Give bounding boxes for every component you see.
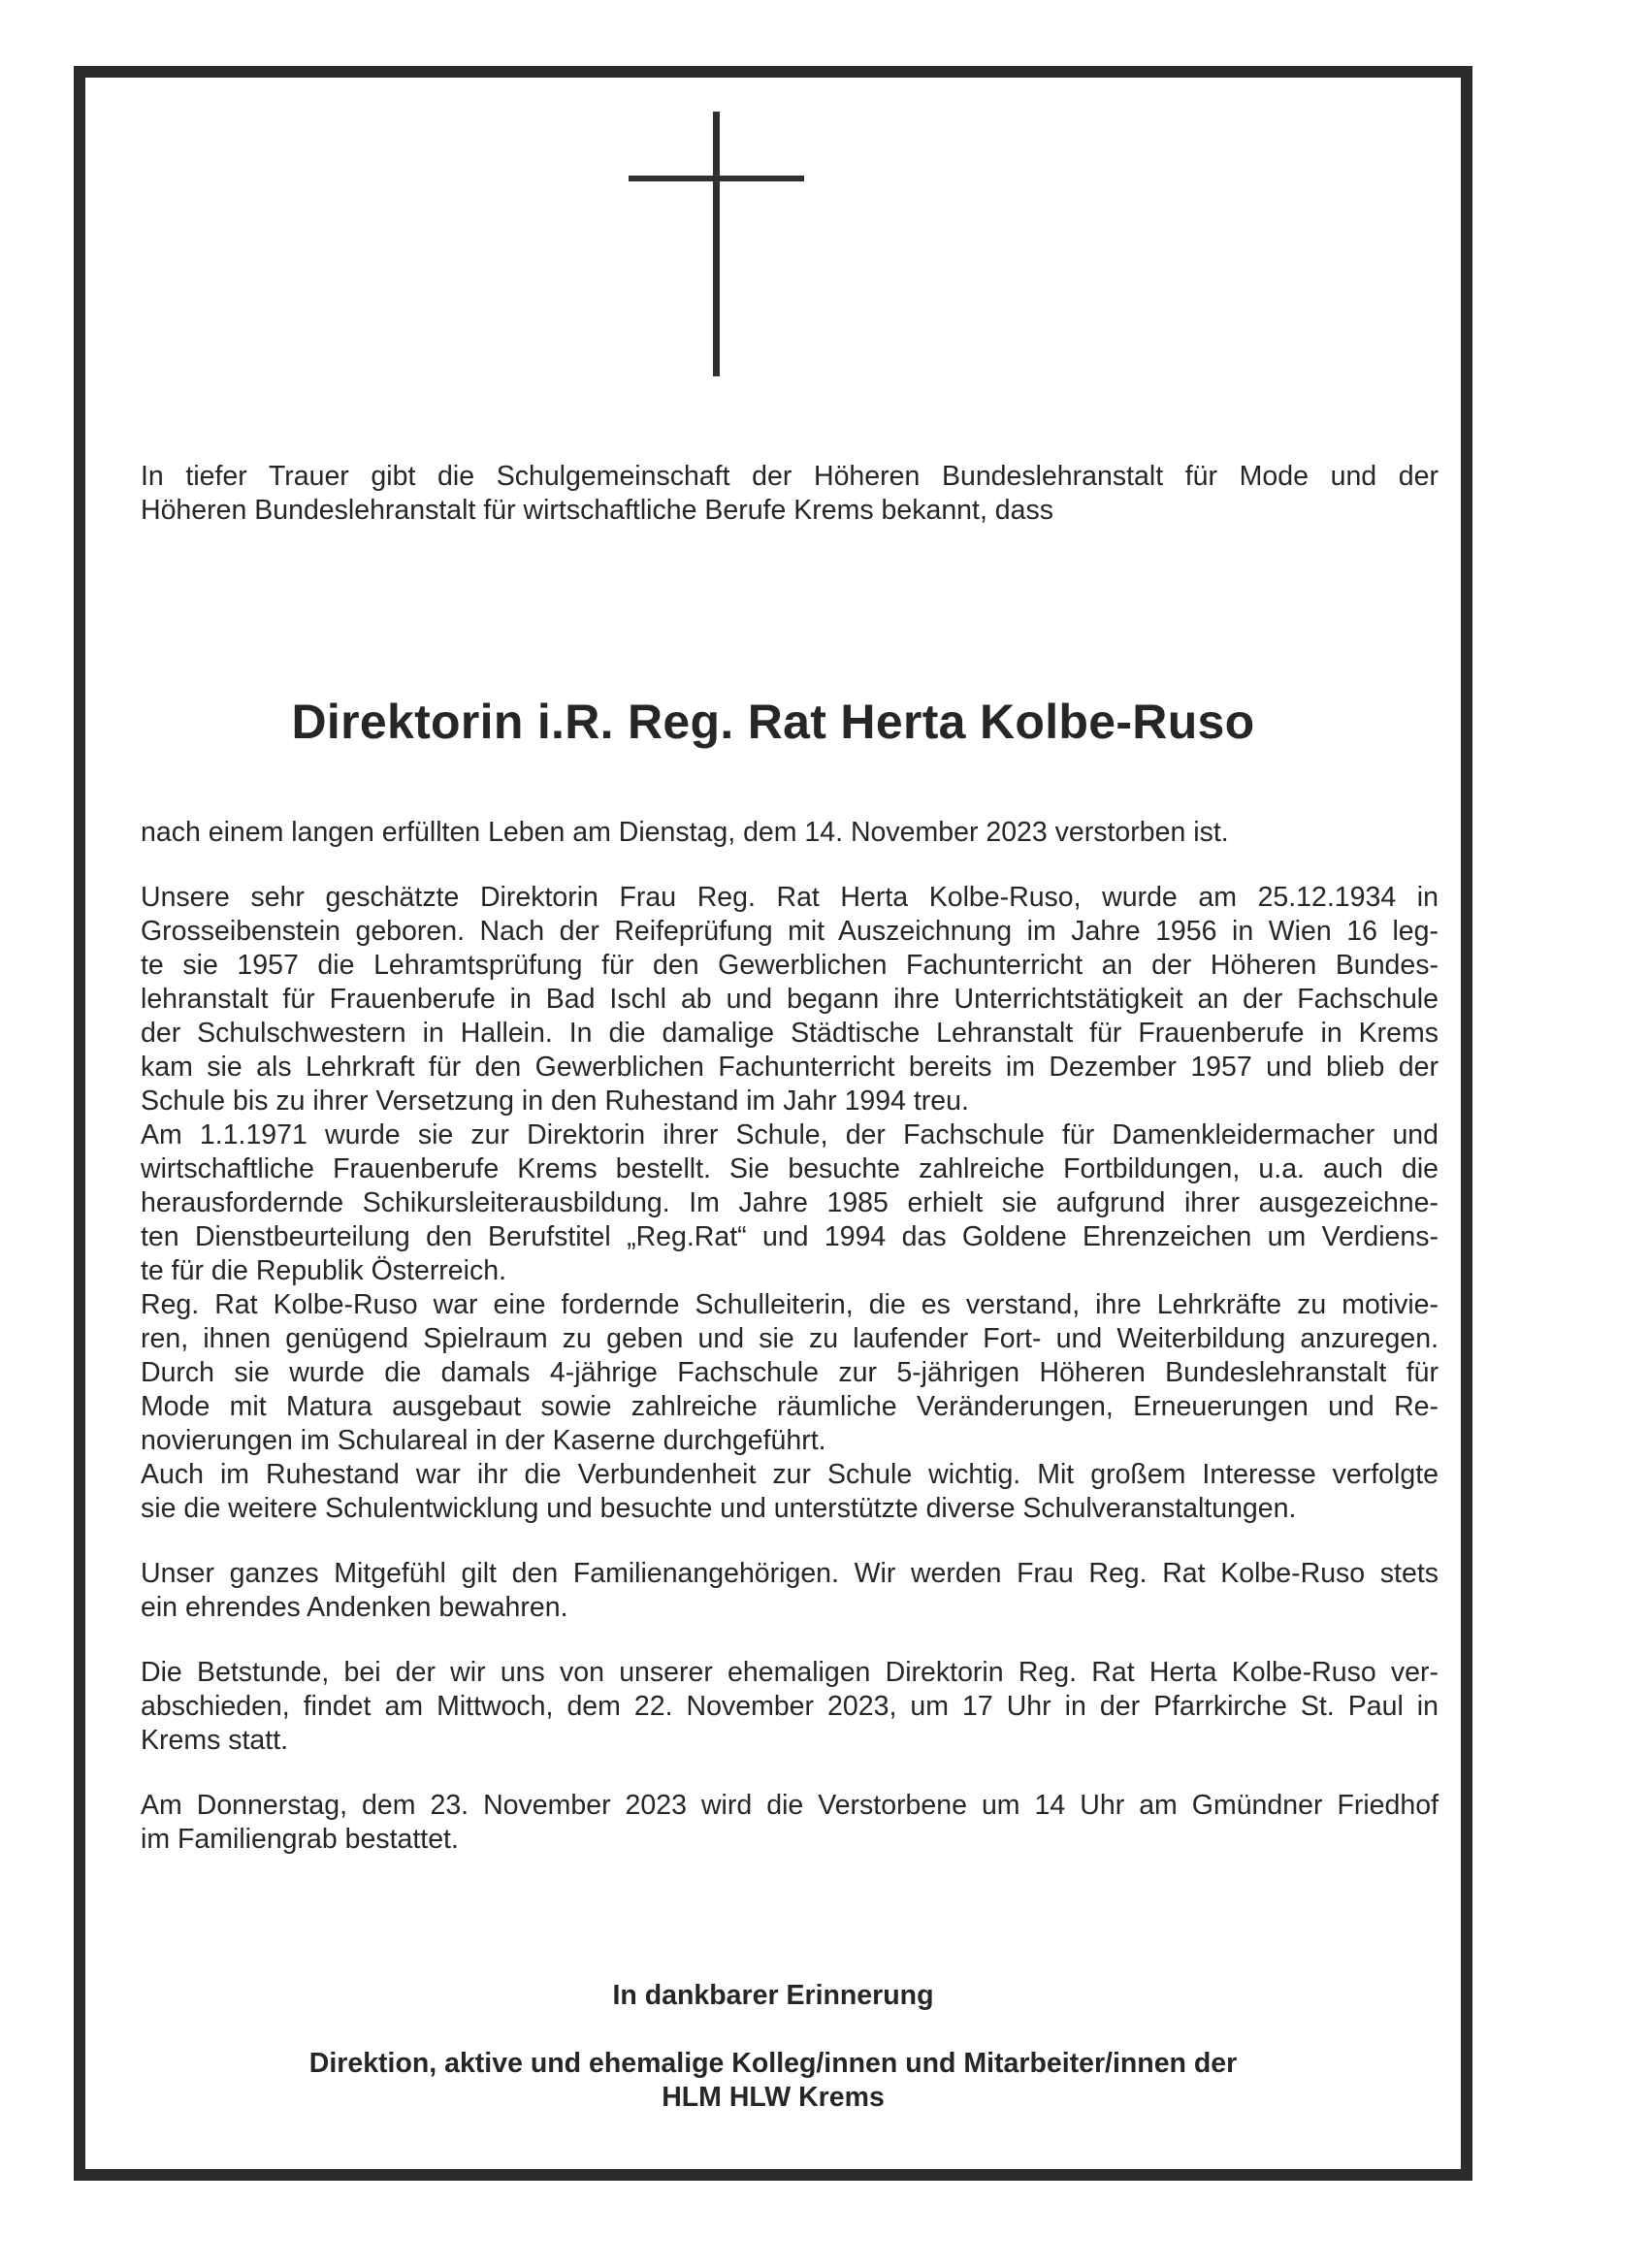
- signature-line: Direktion, aktive und ehemalige Kolleg/innen und Mitarbeiter/innen der: [308, 2048, 1238, 2079]
- text-line: nach einem langen erfüllten Leben am Dienstag, dem 14. November 2023 verstorben ist.: [141, 817, 1229, 848]
- text-line: Am Donnerstag, dem 23. November 2023 wird die Verstorbene um 14 Uhr am Gmündner Friedhof: [141, 1790, 1439, 1821]
- obituary-body: [141, 816, 1439, 1857]
- paragraph-prayer-service: [141, 1656, 1439, 1758]
- text-line: Reg. Rat Kolbe-Ruso war eine fordernde Schulleiterin, die es verstand, ihre Lehrkräfte zu motivie-: [141, 1289, 1439, 1320]
- text-line: te für die Republik Österreich.: [141, 1255, 506, 1286]
- intro-announcement: [141, 460, 1439, 528]
- intro-line: Höheren Bundeslehranstalt für wirtschaftliche Berufe Krems bekannt, dass: [141, 495, 1053, 526]
- text-line: Krems statt.: [141, 1725, 289, 1756]
- intro-line: In tiefer Trauer gibt die Schulgemeinschaft der Höheren Bundeslehranstalt für Mode und der: [141, 461, 1439, 492]
- text-line: Unser ganzes Mitgefühl gilt den Familienangehörigen. Wir werden Frau Reg. Rat Kolbe-Ruso stets: [141, 1558, 1439, 1589]
- closing-signature: [74, 2047, 1472, 2115]
- text-line: Mode mit Matura ausgebaut sowie zahlreiche räumliche Veränderungen, Erneuerungen und Re-: [141, 1391, 1439, 1422]
- paragraph-biography: [141, 881, 1439, 1526]
- text-line: im Familiengrab bestattet.: [141, 1824, 459, 1855]
- text-line: der Schulschwestern in Hallein. In die damalige Städtische Lehranstalt für Frauenberufe in Krems: [141, 1018, 1439, 1049]
- text-line: Unsere sehr geschätzte Direktorin Frau Reg. Rat Herta Kolbe-Ruso, wurde am 25.12.1934 in: [141, 882, 1439, 913]
- text-line: wirtschaftliche Frauenberufe Krems bestellt. Sie besuchte zahlreiche Fortbildungen, u.a. auch die: [141, 1153, 1439, 1184]
- text-line: Auch im Ruhestand war ihr die Verbundenheit zur Schule wichtig. Mit großem Interesse verfolgte: [141, 1459, 1439, 1490]
- text-line: ein ehrendes Andenken bewahren.: [141, 1592, 568, 1623]
- paragraph-death-notice: [141, 816, 1439, 850]
- text-line: kam sie als Lehrkraft für den Gewerblichen Fachunterricht bereits im Dezember 1957 und blieb der: [141, 1052, 1439, 1083]
- paragraph-condolences: [141, 1557, 1439, 1625]
- cross-horizontal-bar: [629, 176, 804, 181]
- text-line: Die Betstunde, bei der wir uns von unserer ehemaligen Direktorin Reg. Rat Herta Kolbe-Ruso ver-: [141, 1657, 1439, 1688]
- text-line: Am 1.1.1971 wurde sie zur Direktorin ihrer Schule, der Fachschule für Damenkleidermacher und: [141, 1119, 1439, 1150]
- signature-school: HLM HLW Krems: [662, 2082, 885, 2113]
- paragraph-burial: [141, 1789, 1439, 1857]
- text-line: Grosseibenstein geboren. Nach der Reifeprüfung mit Auszeichnung im Jahre 1956 in Wien 16 leg-: [141, 916, 1439, 947]
- text-line: te sie 1957 die Lehramtsprüfung für den Gewerblichen Fachunterricht an der Höheren Bundes-: [141, 950, 1439, 981]
- text-line: herausfordernde Schikursleiterausbildung. Im Jahre 1985 erhielt sie aufgrund ihrer ausgezeichne-: [141, 1187, 1439, 1218]
- text-line: abschieden, findet am Mittwoch, dem 22. November 2023, um 17 Uhr in der Pfarrkirche St. Paul in: [141, 1691, 1439, 1722]
- text-line: Durch sie wurde die damals 4-jährige Fachschule zur 5-jährigen Höheren Bundeslehranstalt für: [141, 1357, 1439, 1388]
- text-line: novierungen im Schulareal in der Kaserne durchgeführt.: [141, 1425, 826, 1456]
- deceased-name-title: Direktorin i.R. Reg. Rat Herta Kolbe-Ruso: [291, 695, 1255, 749]
- text-line: Schule bis zu ihrer Versetzung in den Ruhestand im Jahr 1994 treu.: [141, 1085, 969, 1117]
- cross-vertical-bar: [713, 112, 720, 376]
- text-line: sie die weitere Schulentwicklung und besuchte und unterstützte diverse Schulveranstaltungen.: [141, 1493, 1297, 1524]
- text-line: lehranstalt für Frauenberufe in Bad Ischl ab und begann ihre Unterrichtstätigkeit an der Fachschule: [141, 984, 1439, 1015]
- text-line: ten Dienstbeurteilung den Berufstitel „Reg.Rat“ und 1994 das Goldene Ehrenzeichen um Verdiens-: [141, 1221, 1439, 1252]
- text-line: ren, ihnen genügend Spielraum zu geben und sie zu laufender Fort- und Weiterbildung anzuregen.: [141, 1323, 1439, 1354]
- closing-remembrance: In dankbarer Erinnerung: [612, 1980, 934, 2011]
